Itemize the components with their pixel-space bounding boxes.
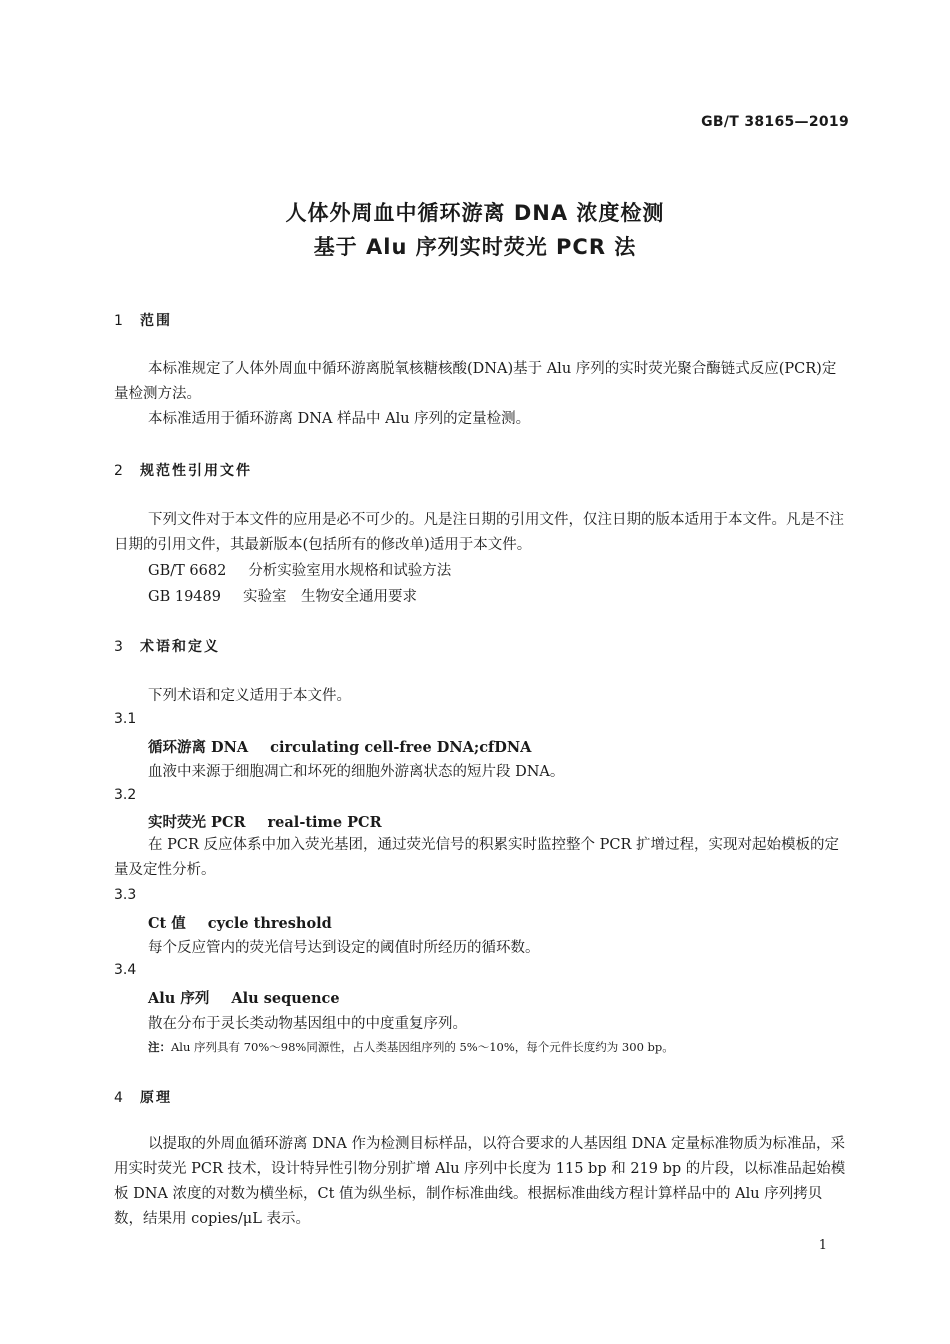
note-label: 注： <box>148 1040 171 1054</box>
term-english: Alu sequence <box>231 990 340 1007</box>
page-number: 1 <box>818 1238 827 1253</box>
standard-number: GB/T 38165—2019 <box>701 114 849 130</box>
term-heading <box>148 736 531 757</box>
section-title: 原理 <box>140 1090 172 1106</box>
term-number: 3.1 <box>114 711 137 727</box>
scope-applicability: 本标准适用于循环游离 DNA 样品中 Alu 序列的定量检测。 <box>148 411 531 427</box>
document-title-line-1: 人体外周血中循环游离 DNA 浓度检测 <box>285 201 665 225</box>
section-number: 1 <box>114 313 123 329</box>
terms-intro: 下列术语和定义适用于本文件。 <box>148 688 351 704</box>
term-chinese: 循环游离 DNA <box>148 739 249 756</box>
reference-title: 分析实验室用水规格和试验方法 <box>248 563 452 579</box>
normative-references-paragraph: 下列文件对于本文件的应用是必不可少的。凡是注日期的引用文件，仅注日期的版本适用于本文件。凡是不注日期的引用文件，其最新版本(包括所有的修改单)适用于本文件。 <box>114 512 844 553</box>
reference-code: GB/T 6682 <box>148 563 227 579</box>
reference-item <box>148 585 417 606</box>
term-heading <box>148 912 332 933</box>
term-number: 3.3 <box>114 887 137 903</box>
term-number: 3.4 <box>114 962 137 978</box>
note-text: Alu 序列具有 70%～98%同源性，占人类基因组序列的 5%～10%，每个元件长度约为 300 bp。 <box>171 1040 674 1054</box>
section-title: 范围 <box>140 313 172 329</box>
term-definition: 每个反应管内的荧光信号达到设定的阈值时所经历的循环数。 <box>148 940 540 956</box>
term-number: 3.2 <box>114 787 137 803</box>
term-definition: 在 PCR 反应体系中加入荧光基团，通过荧光信号的积累实时监控整个 PCR 扩增过程，实现对起始模板的定量及定性分析。 <box>114 837 839 878</box>
term-heading <box>148 987 340 1008</box>
section-2-heading <box>114 460 252 480</box>
reference-title: 实验室 生物安全通用要求 <box>242 589 417 605</box>
section-1-heading <box>114 310 172 330</box>
section-title: 规范性引用文件 <box>140 463 252 479</box>
section-3-heading <box>114 636 220 656</box>
section-number: 2 <box>114 463 123 479</box>
section-number: 3 <box>114 639 123 655</box>
scope-paragraph: 本标准规定了人体外周血中循环游离脱氧核糖核酸(DNA)基于 Alu 序列的实时荧光聚合酶链式反应(PCR)定量检测方法。 <box>114 361 837 402</box>
section-4-heading <box>114 1087 172 1107</box>
section-title: 术语和定义 <box>140 639 220 655</box>
term-heading <box>148 811 382 832</box>
reference-code: GB 19489 <box>148 589 221 605</box>
principle-paragraph: 以提取的外周血循环游离 DNA 作为检测目标样品，以符合要求的人基因组 DNA 定量标准物质为标准品，采用实时荧光 PCR 技术，设计特异性引物分别扩增 Alu 序列中长度为 115 bp 和 219 bp 的片段，以标准品起始模板 DNA 浓度的对数为横坐标，Ct 值为纵坐标，制作标准曲线。根据标准曲线方程计算样品中的 Alu 序列拷贝数，结果用 copies/μL 表示。 <box>114 1136 846 1227</box>
document-title-line-2: 基于 Alu 序列实时荧光 PCR 法 <box>313 235 637 259</box>
reference-item <box>148 559 451 580</box>
term-definition: 血液中来源于细胞凋亡和坏死的细胞外游离状态的短片段 DNA。 <box>148 764 565 780</box>
term-english: real-time PCR <box>267 814 382 831</box>
term-chinese: Ct 值 <box>148 915 186 932</box>
term-chinese: Alu 序列 <box>148 990 210 1007</box>
term-chinese: 实时荧光 PCR <box>148 814 246 831</box>
section-number: 4 <box>114 1090 123 1106</box>
term-english: cycle threshold <box>207 915 332 932</box>
note <box>148 1039 674 1055</box>
term-english: circulating cell-free DNA;cfDNA <box>270 739 532 756</box>
term-definition: 散在分布于灵长类动物基因组中的中度重复序列。 <box>148 1016 467 1032</box>
